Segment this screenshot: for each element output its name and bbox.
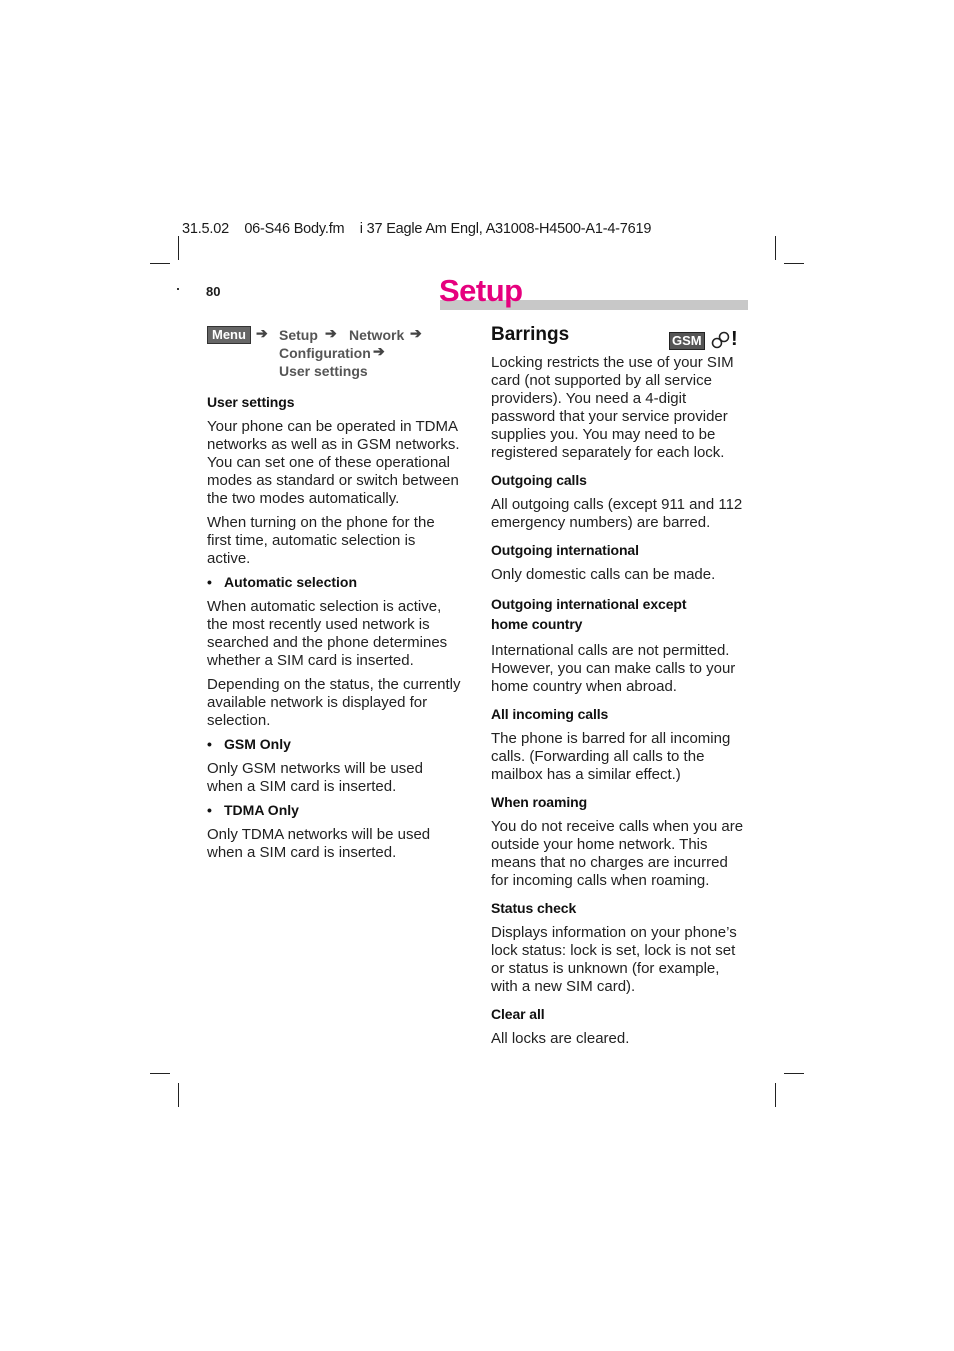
roaming-heading: When roaming: [491, 794, 588, 810]
menu-key: Menu: [207, 326, 251, 344]
nav-configuration: Configuration: [279, 345, 371, 361]
outgoing-intl-except-heading: Outgoing international except home country: [491, 596, 687, 632]
nav-network: Network: [349, 327, 405, 343]
exclamation-icon: !: [731, 328, 738, 350]
arrow-right-icon: ➔: [256, 325, 268, 341]
page-number: 80: [206, 284, 221, 299]
crop-mark: [775, 236, 776, 260]
status-check-heading: Status check: [491, 900, 577, 916]
paragraph: When turning on the phone for the first time, automatic selection is active.: [207, 514, 435, 567]
header-eagle: Eagle: [386, 221, 423, 237]
crop-mark: [775, 1083, 776, 1107]
clear-all-heading: Clear all: [491, 1006, 545, 1022]
nav-setup: Setup: [279, 327, 318, 343]
paragraph: All outgoing calls (except 911 and 112 emergency numbers) are barred.: [491, 496, 743, 531]
paragraph: Only GSM networks will be used when a SIM card is inserted.: [207, 760, 423, 795]
paragraph: Depending on the status, the currently available network is displayed for selection.: [207, 676, 461, 729]
paragraph: Displays information on your phone’s lock status: lock is set, lock is not set or status is unknown (for example, with a new SIM card).: [491, 924, 737, 995]
arrow-right-icon: ➔: [410, 325, 422, 341]
paragraph: Only domestic calls can be made.: [491, 566, 716, 583]
key-icon: [710, 330, 732, 350]
header-model: i 37: [359, 221, 383, 237]
paragraph: Only TDMA networks will be used when a SIM card is inserted.: [207, 826, 431, 861]
header-file: 06-S46 Body.fm: [244, 221, 345, 237]
right-column: [491, 324, 749, 1054]
barrings-title: Barrings: [491, 324, 570, 345]
print-header: [182, 221, 651, 237]
bullet-heading: • Automatic selection: [207, 574, 358, 590]
bullet-heading: • TDMA Only: [207, 802, 299, 818]
outgoing-intl-heading: Outgoing international: [491, 542, 639, 558]
arrow-right-icon: ➔: [325, 325, 337, 341]
page-title: Setup: [439, 273, 523, 308]
header-am-engl: Am Engl: [425, 221, 479, 237]
paragraph: The phone is barred for all incoming calls. (Forwarding all calls to the mailbox has a similar effect.): [491, 730, 731, 783]
crop-mark: [150, 263, 170, 264]
dot-mark: [177, 288, 179, 290]
header-date: 31.5.02: [182, 221, 229, 237]
paragraph: You do not receive calls when you are outside your home network. This means that no charges are incurred for incoming calls when roaming.: [491, 818, 744, 889]
paragraph: Locking restricts the use of your SIM card (not supported by all service providers). You need a 4-digit password that your service provider supplies you. You may need to be registered separately for each lock.: [491, 354, 734, 461]
crop-mark: [178, 1083, 179, 1107]
crop-mark: [150, 1073, 170, 1074]
incoming-calls-heading: All incoming calls: [491, 706, 609, 722]
paragraph: International calls are not permitted. However, you can make calls to your home country when abroad.: [491, 642, 736, 695]
gsm-badge: GSM: [669, 332, 705, 350]
crop-mark: [784, 263, 804, 264]
crop-mark: [784, 1073, 804, 1074]
header-doc-id: , A31008-H4500-A1-4-7619: [478, 221, 652, 237]
left-column: [207, 324, 462, 868]
outgoing-calls-heading: Outgoing calls: [491, 472, 587, 488]
paragraph: All locks are cleared.: [491, 1030, 630, 1047]
paragraph: Your phone can be operated in TDMA networks as well as in GSM networks. You can set one of these operational modes as standard or switch between the two modes automatically.: [207, 418, 460, 507]
paragraph: When automatic selection is active, the most recently used network is searched and the phone determines whether a SIM card is inserted.: [207, 598, 448, 669]
barrings-header: [491, 324, 749, 350]
crop-mark: [178, 236, 179, 260]
menu-path: [207, 324, 462, 384]
bullet-heading: • GSM Only: [207, 736, 291, 752]
arrow-right-icon: ➔: [373, 343, 385, 359]
user-settings-heading: User settings: [207, 394, 295, 410]
nav-user-settings: User settings: [279, 363, 368, 379]
